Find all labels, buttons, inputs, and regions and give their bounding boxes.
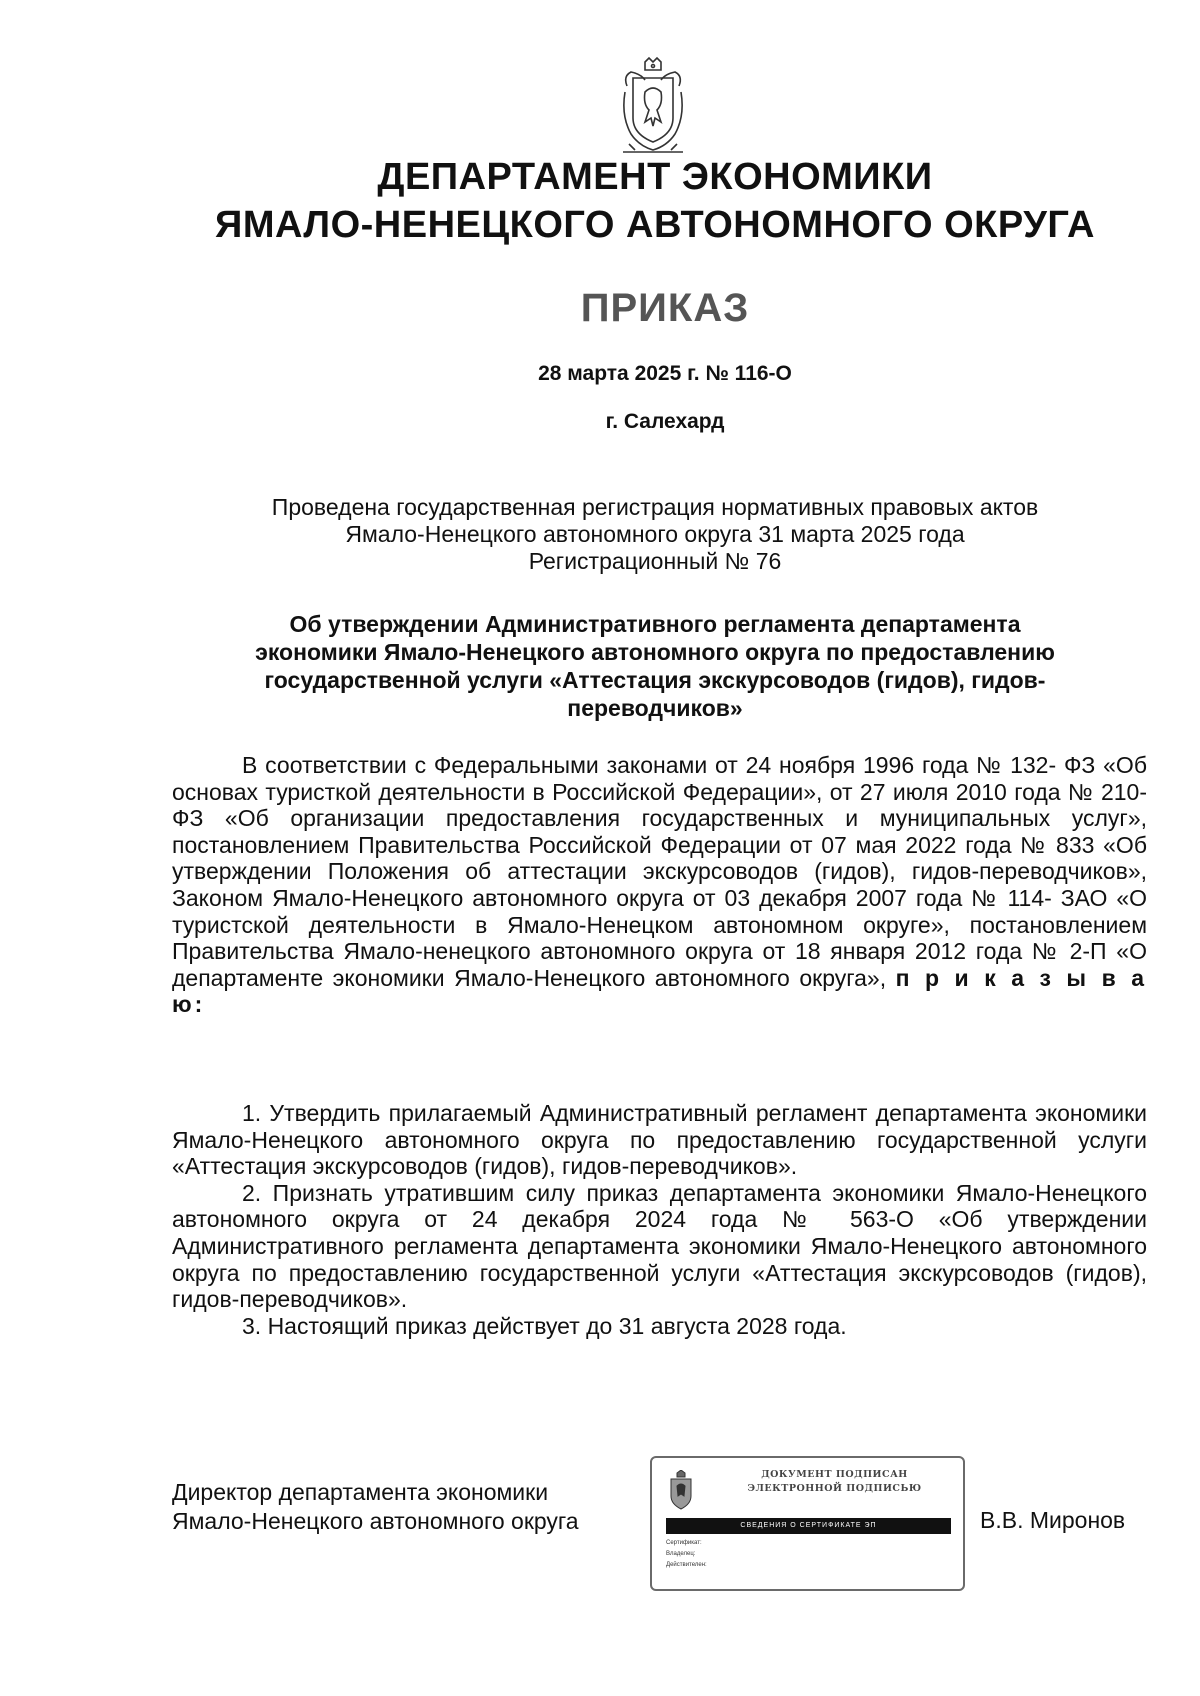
order-city: г. Салехард xyxy=(605,410,725,433)
stamp-cert-line: Сертификат: xyxy=(666,1540,702,1546)
command-word: п р и к а з ы в а ю: xyxy=(172,964,1148,1018)
subject-line: переводчиков» xyxy=(567,695,743,721)
order-item: 1. Утвердить прилагаемый Административный регламент департамента экономики Ямало-Ненецкого автономного округа по предоставлению государственной услуги «Аттестация экскурсоводов (гидов), гидов-переводчиков». xyxy=(172,1100,1147,1180)
stamp-certificate-details xyxy=(666,1538,951,1571)
order-date-number: 28 марта 2025 г. № 116-О xyxy=(538,362,792,385)
coat-of-arms-icon xyxy=(617,56,689,156)
stamp-emblem-icon xyxy=(666,1470,696,1512)
department-title-line1: ДЕПАРТАМЕНТ ЭКОНОМИКИ xyxy=(377,156,933,198)
registration-note xyxy=(180,494,1130,575)
position-line: Ямало-Ненецкого автономного округа xyxy=(172,1508,579,1534)
stamp-heading xyxy=(712,1468,957,1496)
stamp-certificate-bar: СВЕДЕНИЯ О СЕРТИФИКАТЕ ЭП xyxy=(666,1518,951,1534)
stamp-heading-line: ЭЛЕКТРОННОЙ ПОДПИСЬЮ xyxy=(747,1483,922,1494)
signer-name: В.В. Миронов xyxy=(980,1507,1126,1533)
order-title: ПРИКАЗ xyxy=(580,286,750,330)
order-subject xyxy=(180,610,1130,722)
e-signature-stamp xyxy=(650,1456,965,1591)
subject-line: экономики Ямало-Ненецкого автономного округа по предоставлению xyxy=(255,639,1055,665)
signatory-position xyxy=(172,1478,579,1536)
registration-line: Проведена государственная регистрация нормативных правовых актов xyxy=(271,494,1039,520)
department-title-line2: ЯМАЛО-НЕНЕЦКОГО АВТОНОМНОГО ОКРУГА xyxy=(215,204,1095,246)
stamp-cert-line: Действителен: xyxy=(666,1562,707,1568)
subject-line: Об утверждении Административного регламента департамента xyxy=(289,611,1021,637)
subject-line: государственной услуги «Аттестация экскурсоводов (гидов), гидов- xyxy=(264,667,1046,693)
stamp-heading-line: ДОКУМЕНТ ПОДПИСАН xyxy=(761,1469,908,1480)
stamp-cert-line: Владелец: xyxy=(666,1551,696,1557)
preamble xyxy=(172,752,1147,1018)
position-line: Директор департамента экономики xyxy=(172,1479,549,1505)
registration-number: Регистрационный № 76 xyxy=(528,548,782,574)
order-item: 3. Настоящий приказ действует до 31 августа 2028 года. xyxy=(242,1312,847,1339)
order-item: 2. Признать утратившим силу приказ департамента экономики Ямало-Ненецкого автономного округа от 24 декабря 2024 года № 563-О «Об утверждении Административного регламента департамента экономики Ямало-Ненецкого автономного округа по предоставлению государственной услуги «Аттестация экскурсоводов (гидов), гидов-переводчиков». xyxy=(172,1179,1147,1313)
preamble-text: В соответствии с Федеральными законами от 24 ноября 1996 года № 132- ФЗ «Об основах туристкой деятельности в Российской Федерации», от 27 июля 2010 года № 210-ФЗ «Об организации предоставления государственных и муниципальных услуг», постановлением Правительства Российской Федерации от 07 мая 2022 года № 833 «Об утверждении Положения об аттестации экскурсоводов (гидов), гидов-переводчиков», Законом Ямало-Ненецкого автономного округа от 03 декабря 2007 года № 114- ЗАО «О туристской деятельности в Ямало-Ненецком автономном округе», постановлением Правительства Ямало-ненецкого автономного округа от 18 января 2012 года № 2-П «О департаменте экономики Ямало-Ненецкого автономного округа», xyxy=(172,752,1147,991)
preamble-paragraph xyxy=(172,752,1147,1018)
registration-line: Ямало-Ненецкого автономного округа 31 марта 2025 года xyxy=(345,521,965,547)
order-items xyxy=(172,1100,1147,1339)
